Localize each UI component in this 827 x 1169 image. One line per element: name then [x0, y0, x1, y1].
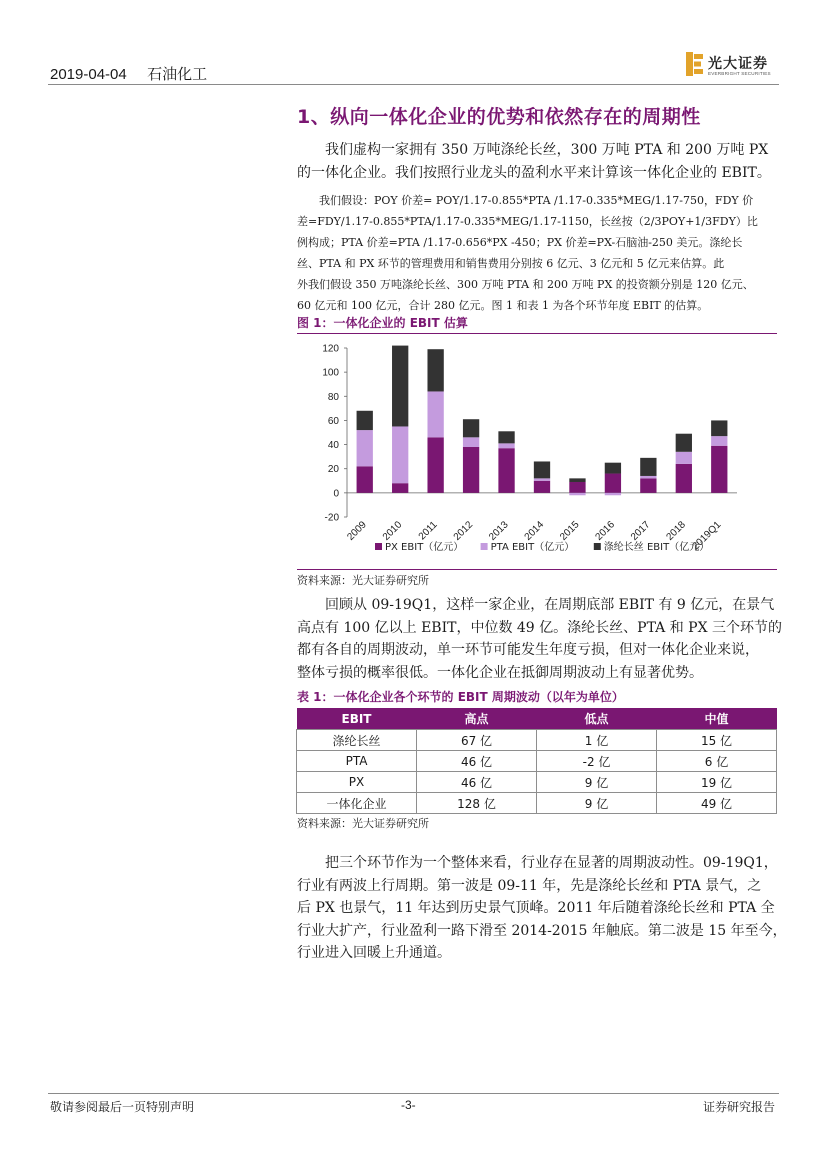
bar-segment: [498, 448, 514, 493]
table-cell: 涤纶长丝: [297, 730, 417, 751]
legend-swatch: [375, 543, 382, 550]
review-line: 高点有 100 亿以上 EBIT，中位数 49 亿。涤纶长丝、PTA 和 PX 三个环节的: [297, 619, 783, 636]
figure-top-rule: [297, 333, 777, 334]
x-tick-label: 2010: [380, 519, 405, 543]
conclusion-line: 把三个环节作为一个整体来看，行业存在显著的周期波动性。09-19Q1，: [325, 855, 778, 871]
assumption-line: 例构成；PTA 价差=PTA /1.17-0.656*PX -450；PX 价差=PX-石脑油-250 美元。涤纶长: [297, 236, 743, 249]
table-header-cell: 低点: [537, 708, 657, 730]
table-header-cell: 中值: [657, 708, 777, 730]
bar-segment: [534, 461, 550, 478]
footer-disclaimer: 敬请参阅最后一页特别声明: [50, 1100, 195, 1114]
review-paragraph: [297, 594, 783, 684]
bar-segment: [427, 349, 443, 391]
table-header-cell: EBIT: [297, 708, 417, 730]
logo-text-en: EVERBRIGHT SECURITIES: [708, 71, 771, 76]
x-tick-label: 2014: [522, 519, 547, 543]
chart-legend: [375, 540, 709, 553]
y-tick-label: 120: [322, 343, 339, 355]
x-tick-label: 2019Q1: [690, 519, 724, 553]
chart-axis: [322, 344, 737, 524]
footer-page-number: -3-: [401, 1098, 416, 1112]
table-title: 表 1：一体化企业各个环节的 EBIT 周期波动（以年为单位）: [297, 690, 624, 704]
table-cell: 49 亿: [657, 793, 777, 814]
bar-segment: [569, 482, 585, 493]
bar-segment: [676, 464, 692, 493]
table-row: [297, 751, 777, 772]
y-tick-label: 100: [322, 367, 339, 379]
bar-segment: [534, 481, 550, 493]
table-cell: 一体化企业: [297, 793, 417, 814]
legend-swatch: [594, 543, 601, 550]
conclusion-line: 行业进入回暖上升通道。: [297, 945, 451, 961]
bar-segment: [711, 420, 727, 436]
x-tick-label: 2012: [451, 519, 476, 543]
bar-segment: [711, 446, 727, 493]
y-tick-label: 60: [327, 415, 339, 427]
table-row: [297, 772, 777, 793]
report-header: [50, 63, 207, 84]
table-cell: 46 亿: [417, 772, 537, 793]
bar-segment: [427, 391, 443, 437]
assumption-line: 我们假设：POY 价差= POY/1.17-0.855*PTA /1.17-0.335*MEG/1.17-750，FDY 价: [319, 194, 754, 207]
table-cell: 9 亿: [537, 772, 657, 793]
y-tick-label: 80: [327, 391, 339, 403]
assumption-line: 丝、PTA 和 PX 环节的管理费用和销售费用分别按 6 亿元、3 亿元和 5 亿元来估算。此: [297, 257, 725, 270]
table-cell: 15 亿: [657, 730, 777, 751]
table-cell: 19 亿: [657, 772, 777, 793]
bar-segment: [392, 483, 408, 493]
company-logo: [686, 52, 778, 78]
x-tick-label: 2011: [416, 519, 440, 543]
assumption-paragraph: [297, 190, 777, 316]
intro-line: 的一体化企业。我们按照行业龙头的盈利水平来计算该一体化企业的 EBIT。: [297, 164, 771, 181]
y-tick-label: -20: [324, 512, 339, 524]
table-cell: PX: [297, 772, 417, 793]
ebit-stacked-bar-chart: [297, 336, 777, 566]
figure-bottom-rule: [297, 569, 777, 570]
bar-segment: [605, 474, 621, 493]
logo-mark-icon: [686, 52, 704, 76]
table-cell: 46 亿: [417, 751, 537, 772]
bar-segment: [392, 346, 408, 427]
table-cell: 128 亿: [417, 793, 537, 814]
conclusion-line: 行业大扩产，行业盈利一路下滑至 2014-2015 年触底。第二波是 15 年至今，: [297, 922, 787, 939]
x-tick-label: 2016: [593, 519, 618, 543]
bar-segment: [498, 431, 514, 443]
bar-segment: [676, 452, 692, 464]
x-tick-label: 2015: [558, 519, 582, 543]
bar-segment: [676, 434, 692, 452]
table-cell: 6 亿: [657, 751, 777, 772]
conclusion-line: 行业有两波上行周期。第一波是 09-11 年，先是涤纶长丝和 PTA 景气，之: [297, 877, 762, 894]
legend-swatch: [481, 543, 488, 550]
review-line: 回顾从 09-19Q1，这样一家企业，在周期底部 EBIT 有 9 亿元，在景气: [325, 597, 775, 613]
bar-segment: [640, 478, 656, 492]
x-tick-label: 2009: [345, 519, 369, 543]
bar-segment: [640, 476, 656, 478]
table-header-row: [297, 708, 777, 730]
intro-line: 我们虚构一家拥有 350 万吨涤纶长丝，300 万吨 PTA 和 200 万吨 PX: [325, 142, 769, 158]
logo-text-cn: 光大证券: [708, 56, 768, 72]
bar-segment: [498, 443, 514, 448]
intro-paragraph: [297, 139, 777, 184]
legend-label: PTA EBIT（亿元）: [490, 542, 575, 553]
ebit-cycle-table: [296, 708, 777, 814]
bar-segment: [357, 411, 373, 430]
y-tick-label: 40: [327, 440, 339, 452]
y-tick-label: 20: [327, 464, 339, 476]
report-sector: 石油化工: [147, 65, 208, 83]
table-cell: 67 亿: [417, 730, 537, 751]
assumption-line: 差=FDY/1.17-0.855*PTA/1.17-0.335*MEG/1.17-1150，长丝按（2/3POY+1/3FDY）比: [297, 215, 758, 228]
bar-segment: [357, 466, 373, 493]
section-title: 1、纵向一体化企业的优势和依然存在的周期性: [297, 106, 701, 128]
legend-label: PX EBIT（亿元）: [385, 542, 464, 553]
figure-title: 图 1：一体化企业的 EBIT 估算: [297, 316, 468, 330]
y-tick-label: 0: [333, 488, 339, 500]
figure-source: 资料来源：光大证券研究所: [297, 574, 429, 587]
bar-segment: [427, 437, 443, 493]
table-cell: 9 亿: [537, 793, 657, 814]
report-date: 2019-04-04: [50, 66, 127, 83]
table-cell: -2 亿: [537, 751, 657, 772]
bar-segment: [605, 493, 621, 495]
bar-segment: [463, 419, 479, 437]
bar-segment: [392, 426, 408, 483]
table-cell: PTA: [297, 751, 417, 772]
chart-bars: [357, 346, 728, 496]
bar-segment: [605, 463, 621, 474]
bar-segment: [357, 430, 373, 466]
table-source: 资料来源：光大证券研究所: [297, 817, 429, 830]
legend-label: 涤纶长丝 EBIT（亿元）: [603, 542, 710, 553]
assumption-line: 外我们假设 350 万吨涤纶长丝、300 万吨 PTA 和 200 万吨 PX 的投资额分别是 120 亿元、: [297, 278, 754, 291]
bar-segment: [463, 437, 479, 447]
assumption-line: 60 亿元和 100 亿元，合计 280 亿元。图 1 和表 1 为各个环节年度 EBIT 的估算。: [297, 299, 709, 312]
x-tick-label: 2017: [628, 519, 653, 543]
x-tick-label: 2013: [487, 519, 511, 543]
table-row: [297, 793, 777, 814]
footer-report-type: 证券研究报告: [703, 1100, 776, 1114]
bar-segment: [534, 478, 550, 480]
bar-segment: [569, 478, 585, 482]
x-tick-label: 2018: [664, 519, 688, 543]
bar-segment: [463, 447, 479, 493]
review-line: 都有各自的周期波动，单一环节可能发生年度亏损，但对一体化企业来说，: [297, 642, 759, 658]
bar-segment: [711, 436, 727, 446]
header-divider: [48, 84, 779, 85]
conclusion-line: 后 PX 也景气，11 年达到历史景气顶峰。2011 年后随着涤纶长丝和 PTA 全: [297, 900, 775, 916]
conclusion-paragraph: [297, 852, 787, 965]
bar-segment: [640, 458, 656, 476]
bar-segment: [569, 493, 585, 495]
footer-divider: [48, 1093, 779, 1094]
table-header-cell: 高点: [417, 708, 537, 730]
review-line: 整体亏损的概率很低。一体化企业在抵御周期波动上有显著优势。: [297, 664, 703, 681]
table-cell: 1 亿: [537, 730, 657, 751]
table-row: [297, 730, 777, 751]
